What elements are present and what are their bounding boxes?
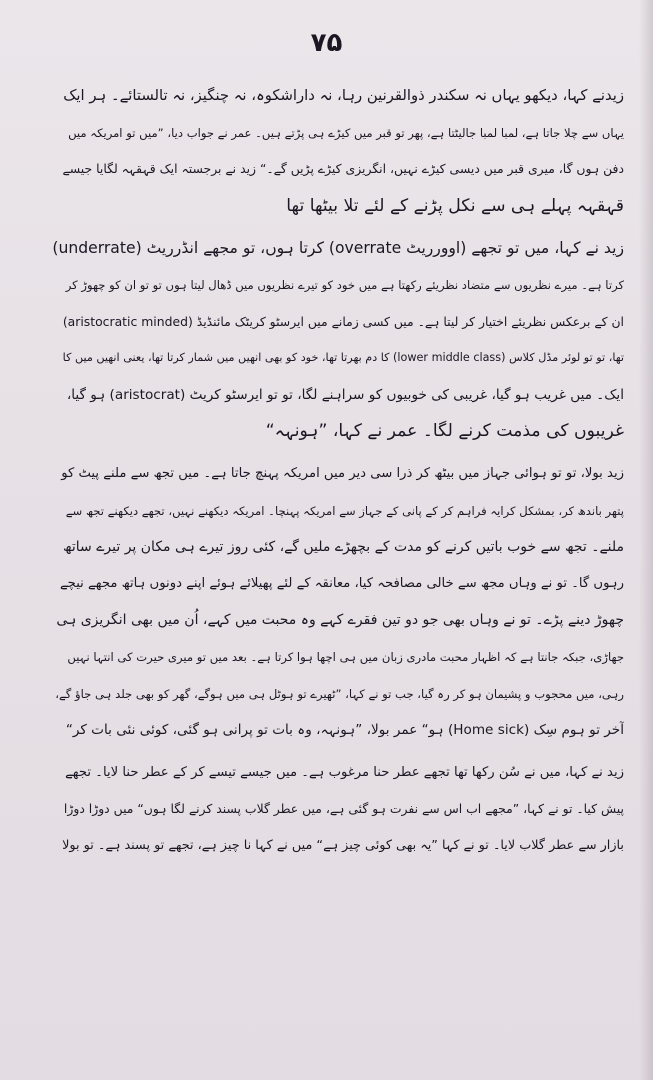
text-line: جھاڑی، جبکہ جانتا ہے کہ اظہار محبت مادری زبان میں ہی اچھا ہوا کرتا ہے۔ بعد میں تو میری حیرت کی انتہا نہیں	[67, 649, 624, 664]
text-line: زید نے کہا، میں تو تجھے (اوورریٹ overrate) کرتا ہوں، تو مجھے انڈرریٹ (underrate)	[52, 239, 624, 258]
text-line: یہاں سے چلا جاتا ہے، لمبا لمبا جالیٹتا ہے، پھر تو قبر میں کیڑے ہی پڑتے ہیں۔ عمر نے جواب دیا، ”میں تو امریکہ میں	[68, 125, 624, 140]
text-line: غریبوں کی مذمت کرنے لگا۔ عمر نے کہا، ”ہونہہ“	[265, 421, 624, 442]
page-number: ۷۵	[310, 28, 343, 58]
text-line: ان کے برعکس نظریئے اختیار کر لیتا ہے۔ میں کسی زمانے میں ایرسٹو کریٹک مائنڈیڈ (aristocratic minded)	[62, 313, 624, 329]
text-line: پتھر باندھ کر، بمشکل کرایہ فراہم کر کے پانی کے جہاز سے امریکہ پہنچا۔ امریکہ دیکھنے نہیں، تجھے دیکھنے تجھ سے	[65, 503, 624, 518]
text-line: زیدنے کہا، دیکھو یہاں نہ سکندر ذوالقرنین رہا، نہ داراشکوہ، نہ چنگیز، نہ تالستائے۔ ہر ایک	[63, 87, 624, 104]
text-line: زید نے کہا، میں نے سُن رکھا تھا تجھے عطر حنا مرغوب ہے۔ میں جیسے تیسے کر کے عطر حنا لایا۔ تجھے	[65, 764, 624, 780]
text-line: تھا، تو تو لوئر مڈل کلاس (lower middle class) کا دم بھرتا تھا، خود کو بھی انھیں میں شمار کرتا تھا، یعنی انھیں میں کا	[62, 351, 624, 365]
page-edge-shadow	[639, 0, 653, 1080]
text-line: بازار سے عطر گلاب لایا۔ تو نے کہا ”یہ بھی کوئی چیز ہے“ میں نے کہا نا چیز ہے، تجھے تو پسند ہے۔ تو بولا	[62, 837, 624, 853]
handwritten-text-body	[52, 78, 624, 864]
text-line: رہی، میں محجوب و پشیمان ہو کر رہ گیا، جب تو نے کہا، ”ٹھیرے تو ہوٹل ہی میں ہوگے، گھر کو بھی جلد ہی جاؤ گے،	[55, 686, 624, 701]
text-line: کرتا ہے۔ میرے نظریوں سے متضاد نظریئے رکھتا ہے میں خود کو تیرے نظریوں میں ڈھال لیتا ہوں تو تو ان کو چھوڑ کر	[65, 277, 624, 292]
text-line: آخر تو ہوم سِک (Home sick) ہو“ عمر بولا، ”ہونہہ، وہ بات تو پرانی ہو گئی، کوئی نئی بات کر“	[65, 722, 624, 739]
text-line: رہوں گا۔ تو نے وہاں مجھ سے خالی مصافحہ کیا، معانقہ کے لئے پھیلائے ہوئے اپنے دونوں ہاتھ مجھے نیچے	[59, 575, 624, 591]
text-line: قہقہہ پہلے ہی سے نکل پڑنے کے لئے تلا بیٹھا تھا	[286, 195, 624, 216]
text-line: ملنے۔ تجھ سے خوب باتیں کرنے کو مدت کے بچھڑے ملیں گے، کئی روز تیرے ہی مکان پر تیرے ساتھ	[63, 539, 624, 556]
text-line: چھوڑ دینے پڑے۔ تو نے وہاں بھی جو دو تین فقرے کہے وہ محبت میں کہے، اُن میں بھی انگریزی ہی	[56, 612, 624, 629]
text-line: پیش کیا۔ تو نے کہا، ”مجھے اب اس سے نفرت ہو گئی ہے، میں عطر گلاب پسند کرنے لگا ہوں“ میں دوڑا دوڑا	[63, 801, 624, 817]
text-line: زید بولا، تو تو ہوائی جہاز میں بیٹھ کر ذرا سی دیر میں امریکہ پہنچ جاتا ہے۔ میں تجھ سے ملنے پیٹ کو	[61, 465, 624, 481]
text-line: دفن ہوں گا، میری قبر میں دیسی کیڑے نہیں، انگریزی کیڑے پڑیں گے۔“ زید نے برجستہ ایک قہقہہ لگایا جیسے	[62, 161, 624, 177]
text-line: ایک۔ میں غریب ہو گیا، غریبی کی خوبیوں کو سراہنے لگا، تو تو ایرسٹو کریٹ (aristocrat) ہو گیا،	[66, 386, 624, 403]
